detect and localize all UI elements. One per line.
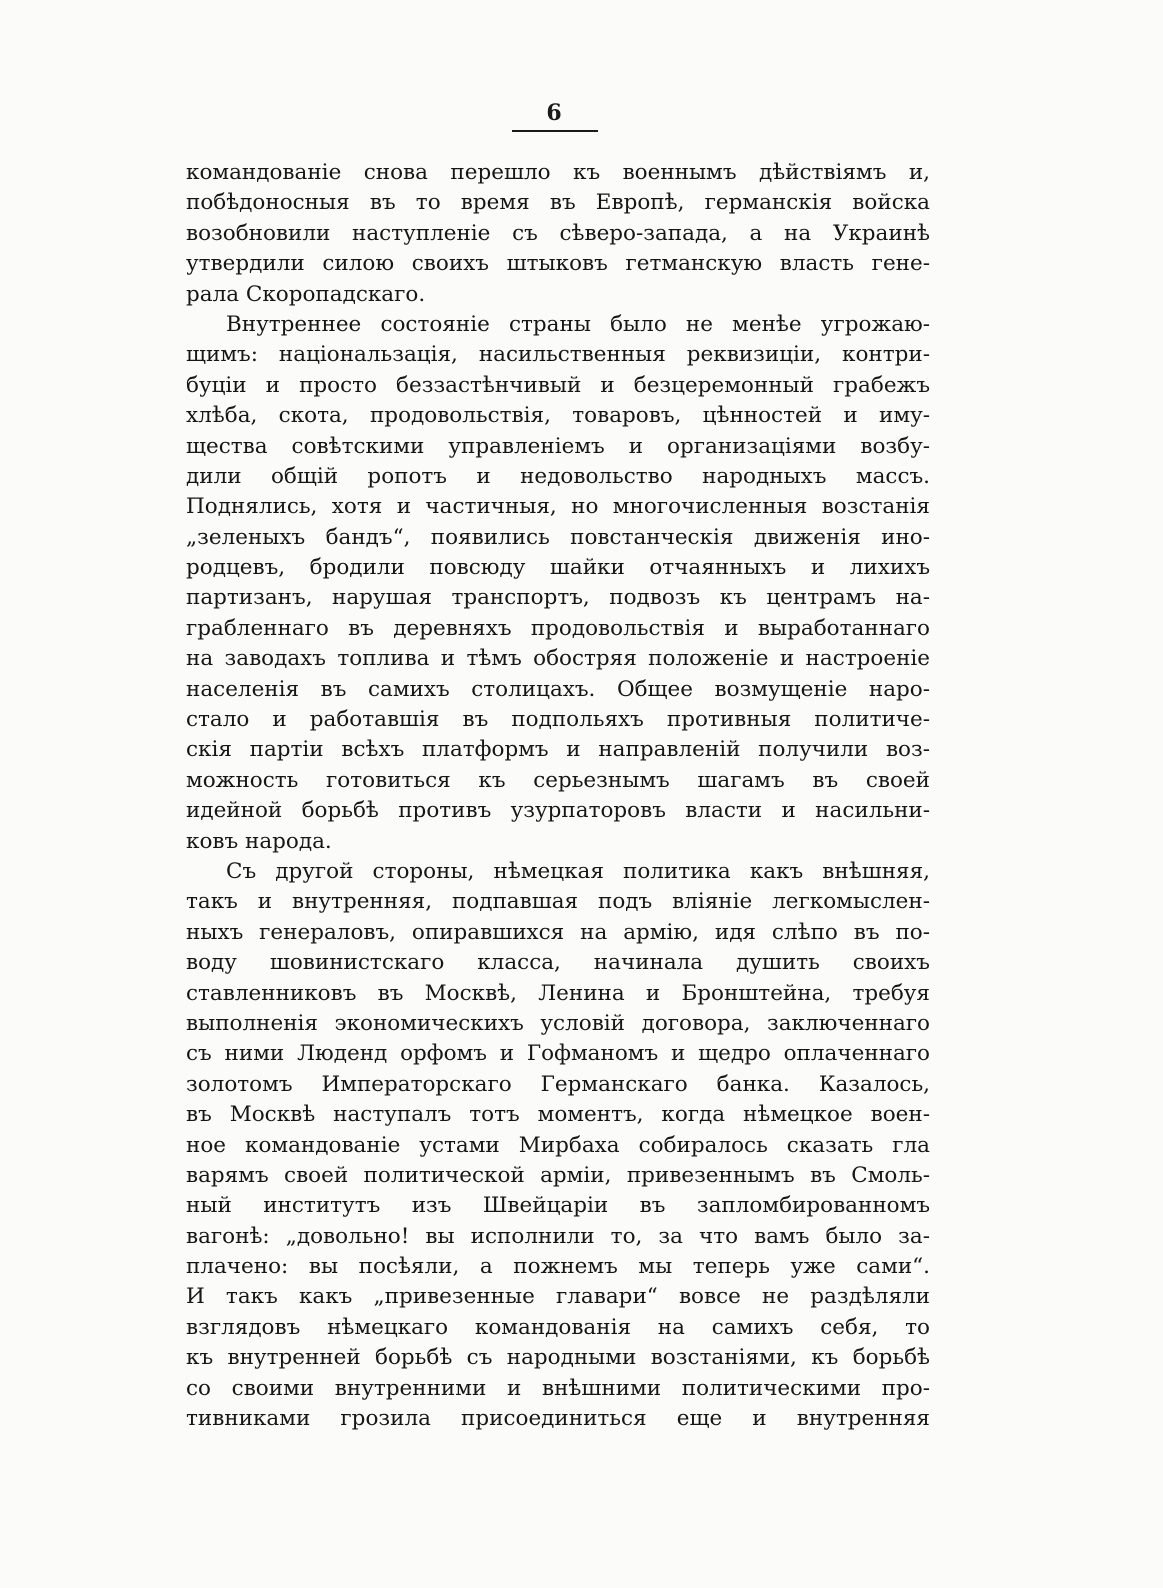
text-line: тивниками грозила присоединиться еще и внутренняя: [186, 1406, 930, 1432]
text-line: Внутреннее состояніе страны было не менѣе угрожаю-: [226, 311, 930, 337]
text-line: Съ другой стороны, нѣмецкая политика какъ внѣшняя,: [226, 858, 930, 884]
header-rule: [512, 130, 598, 132]
text-line: „зеленыхъ бандъ“, появились повстанческія движенія ино-: [186, 524, 930, 550]
text-line: выполненія экономическихъ условій договора, заключеннаго: [186, 1010, 930, 1036]
text-line: ставленниковъ въ Москвѣ, Ленина и Бронштейна, требуя: [186, 980, 930, 1006]
text-line: родцевъ, бродили повсюду шайки отчаянныхъ и лихихъ: [186, 555, 930, 581]
text-line: дили общій ропотъ и недовольство народныхъ массъ.: [186, 463, 930, 489]
text-line: буціи и просто беззастѣнчивый и безцеремонный грабежъ: [186, 372, 930, 398]
text-line: командованіе снова перешло къ военнымъ дѣйствіямъ и,: [186, 160, 930, 185]
text-line: золотомъ Императорскаго Германскаго банка. Казалось,: [186, 1071, 930, 1097]
text-line: въ Москвѣ наступалъ тотъ моментъ, когда нѣмецкое воен-: [186, 1102, 930, 1128]
text-line: хлѣба, скота, продовольствія, товаровъ, цѣнностей и иму-: [186, 403, 930, 429]
text-line: взглядовъ нѣмецкаго командованія на самихъ себя, то: [186, 1314, 930, 1340]
text-line: ный институтъ изъ Швейцаріи въ запломбированномъ: [186, 1193, 930, 1219]
text-line: скія партіи всѣхъ платформъ и направленій получили воз-: [186, 737, 930, 763]
text-line: населенія въ самихъ столицахъ. Общее возмущеніе наро-: [186, 676, 930, 702]
text-line: вагонѣ: „довольно! вы исполнили то, за что вамъ было за-: [186, 1223, 930, 1249]
text-line: идейной борьбѣ противъ узурпаторовъ власти и насильни-: [186, 798, 930, 824]
page-number: 6: [546, 100, 562, 126]
body-text: [186, 158, 930, 1434]
text-line: такъ и внутренняя, подпавшая подъ вліяніе легкомыслен-: [186, 889, 930, 915]
text-line: грабленнаго въ деревняхъ продовольствія и выработаннаго: [186, 615, 930, 641]
text-line: Поднялись, хотя и частичныя, но многочисленныя возстанія: [186, 494, 930, 520]
text-line: возобновили наступленіе съ сѣверо-запада, а на Украинѣ: [186, 220, 930, 246]
text-line: ное командованіе устами Мирбаха собиралось сказать гла: [186, 1132, 930, 1158]
text-line: съ ними Люденд орфомъ и Гофманомъ и щедро оплаченнаго: [186, 1041, 930, 1067]
text-line: ныхъ генераловъ, опиравшихся на армію, идя слѣпо въ по-: [186, 919, 930, 945]
text-line: щимъ: національзація, насильственныя реквизиціи, контри-: [186, 342, 930, 368]
text-line: можность готовиться къ серьезнымъ шагамъ въ своей: [186, 767, 930, 793]
text-line: побѣдоносныя въ то время въ Европѣ, германскія войска: [186, 190, 930, 216]
text-line: со своими внутренними и внѣшними политическими про-: [186, 1375, 930, 1401]
text-line: къ внутренней борьбѣ съ народными возстаніями, къ борьбѣ: [186, 1345, 930, 1371]
text-line: варямъ своей политической арміи, привезеннымъ въ Смоль-: [186, 1162, 930, 1188]
text-line: рала Скоропадскаго.: [186, 281, 426, 307]
text-line: ковъ народа.: [186, 828, 332, 854]
text-line: стало и работавшія въ подпольяхъ противныя политиче-: [186, 707, 930, 733]
text-line: утвердили силою своихъ штыковъ гетманскую власть гене-: [186, 251, 930, 277]
text-line: щества совѣтскими управленіемъ и организаціями возбу-: [186, 433, 930, 459]
text-line: плачено: вы посѣяли, а пожнемъ мы теперь уже сами“.: [186, 1254, 930, 1280]
text-line: воду шовинистскаго класса, начинала душить своихъ: [186, 950, 930, 976]
text-line: на заводахъ топлива и тѣмъ обостряя положеніе и настроеніе: [186, 646, 930, 672]
text-line: партизанъ, нарушая транспортъ, подвозъ къ центрамъ на-: [186, 585, 930, 611]
text-line: И такъ какъ „привезенные главари“ вовсе не раздѣляли: [186, 1284, 930, 1310]
